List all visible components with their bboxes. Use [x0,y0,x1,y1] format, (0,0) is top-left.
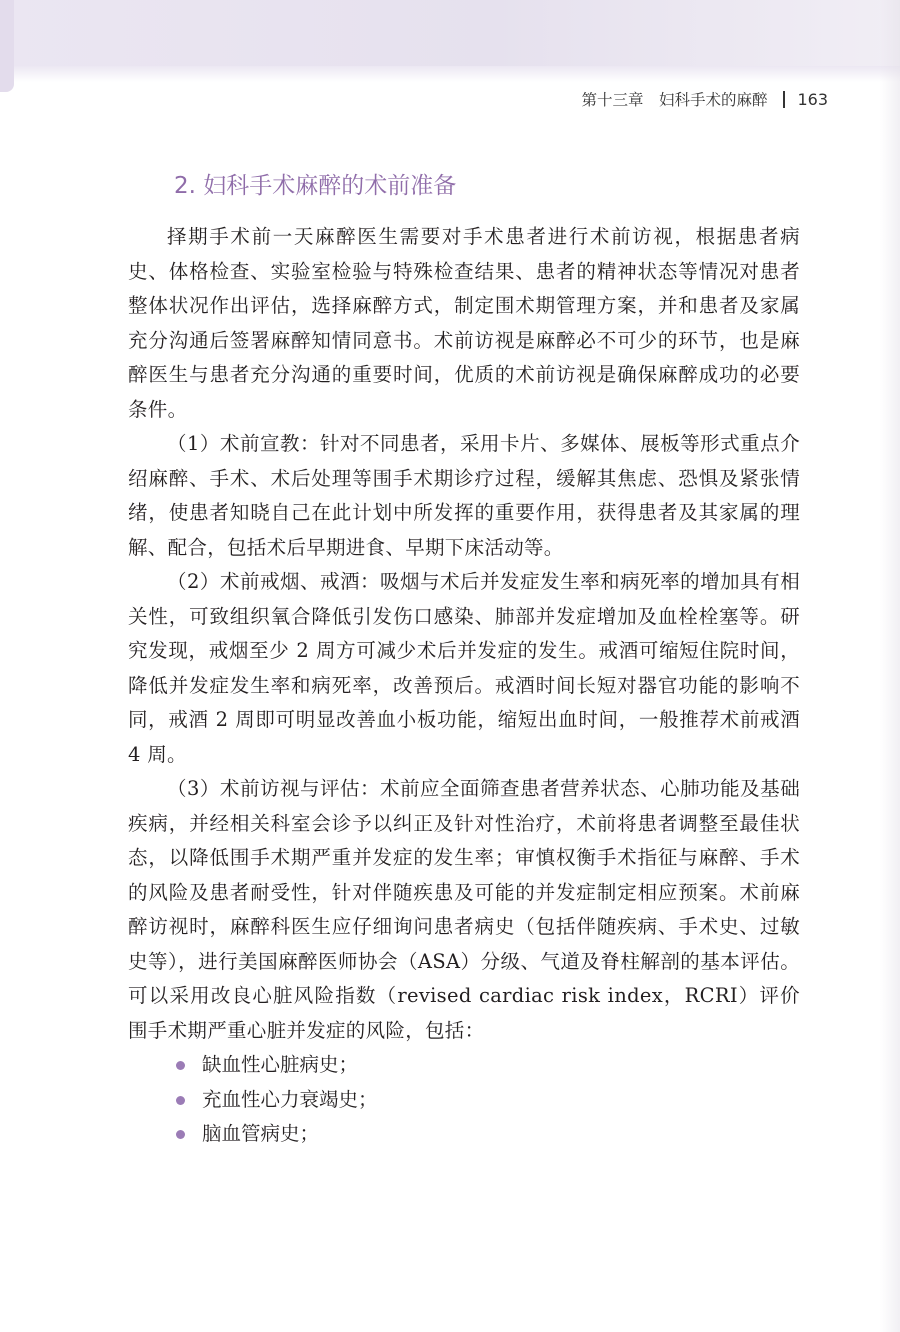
paragraph-intro: 择期手术前一天麻醉医生需要对手术患者进行术前访视，根据患者病史、体格检查、实验室检验与特殊检查结果、患者的精神状态等情况对患者整体状况作出评估，选择麻醉方式，制定围术期管理方案，并和患者及家属充分沟通后签署麻醉知情同意书。术前访视是麻醉必不可少的环节，也是麻醉医生与患者充分沟通的重要时间，优质的术前访视是确保麻醉成功的必要条件。 [128,225,800,421]
bullet-dot-icon [176,1096,185,1105]
bullet-dot-icon [176,1061,185,1070]
top-decorative-band [0,0,900,66]
risk-factor-list [128,1048,800,1152]
paragraph-education: （1）术前宣教：针对不同患者，采用卡片、多媒体、展板等形式重点介绍麻醉、手术、术后处理等围手术期诊疗过程，缓解其焦虑、恐惧及紧张情绪，使患者知晓自己在此计划中所发挥的重要作用，获得患者及其家属的理解、配合，包括术后早期进食、早期下床活动等。 [128,432,800,559]
left-edge-tab [0,0,14,92]
page-number: 163 [797,89,828,109]
list-item [128,1117,800,1152]
list-item-text: 充血性心力衰竭史； [202,1087,378,1111]
paragraph-smoking-drinking: （2）术前戒烟、戒酒：吸烟与术后并发症发生率和病死率的增加具有相关性，可致组织氧合降低引发伤口感染、肺部并发症增加及血栓栓塞等。研究发现，戒烟至少 2 周方可减少术后并发症的发生。戒酒可缩短住院时间，降低并发症发生率和病死率，改善预后。戒酒时间长短对器官功能的影响不同，戒酒 2 周即可明显改善血小板功能，缩短出血时间，一般推荐术前戒酒 4 周。 [128,570,800,766]
list-item [128,1083,800,1118]
header-separator [783,91,785,108]
bullet-dot-icon [176,1130,185,1139]
list-item-text: 脑血管病史； [202,1122,320,1145]
list-item-text: 缺血性心脏病史； [202,1053,359,1076]
paragraph-assessment: （3）术前访视与评估：术前应全面筛查患者营养状态、心肺功能及基础疾病，并经相关科室会诊予以纠正及针对性治疗，术前将患者调整至最佳状态，以降低围手术期严重并发症的发生率；审慎权衡手术指征与麻醉、手术的风险及患者耐受性，针对伴随疾患及可能的并发症制定相应预案。术前麻醉访视时，麻醉科医生应仔细询问患者病史（包括伴随疾病、手术史、过敏史等），进行美国麻醉医师协会（ASA）分级、气道及脊柱解剖的基本评估。可以采用改良心脏风险指数（revised cardiac risk index，RCRI）评价围手术期严重心脏并发症的风险，包括： [128,777,800,1042]
chapter-title: 第十三章 妇科手术的麻醉 [581,91,768,109]
page-edge-shadow [880,0,900,1332]
section-title: 2. 妇科手术麻醉的术前准备 [174,173,457,199]
body-text [128,220,800,1152]
running-header [581,86,828,112]
list-item [128,1048,800,1083]
